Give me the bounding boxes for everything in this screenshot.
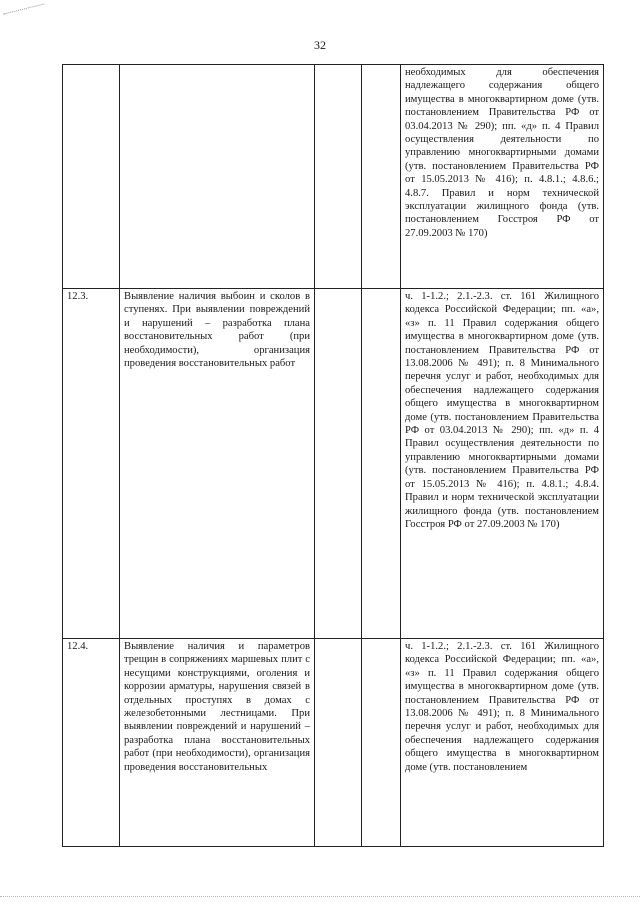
empty-cell — [362, 639, 401, 847]
work-description-cell — [120, 65, 315, 289]
table-row — [63, 65, 604, 289]
empty-cell — [315, 289, 362, 639]
table-row — [63, 289, 604, 639]
empty-cell — [362, 289, 401, 639]
row-number-cell: 12.4. — [63, 639, 120, 847]
table-row — [63, 639, 604, 847]
page-number: 32 — [314, 38, 326, 52]
empty-cell — [315, 639, 362, 847]
legal-basis-cell: необходимых для обеспечения надлежащего содержания общего имущества в многоквартирном доме (утв. постановлением Правительства РФ от 03.04.2013 № 290); пп. «д» п. 4 Правил осуществления деятельности по управлению многоквартирными домами (утв. постановлением Правительства РФ от 15.05.2013 № 416); п. 4.8.1.; 4.8.6.; 4.8.7. Правил и норм технической эксплуатации жилищного фонда (утв. постановлением Госстроя РФ от 27.09.2003 № 170) — [401, 65, 604, 289]
empty-cell — [315, 65, 362, 289]
work-description-cell: Выявление наличия выбоин и сколов в ступенях. При выявлении повреждений и нарушений – разработка плана восстановительных работ (при необходимости), организация проведения восстановительных работ — [120, 289, 315, 639]
legal-basis-cell: ч. 1-1.2.; 2.1.-2.3. ст. 161 Жилищного кодекса Российской Федерации; пп. «а», «з» п. 11 Правил содержания общего имущества в многоквартирном доме (утв. постановлением Правительства РФ от 13.08.2006 № 491); п. 8 Минимального перечня услуг и работ, необходимых для обеспечения надлежащего содержания общего имущества в многоквартирном доме (утв. постановлением Правительства РФ от 03.04.2013 № 290); пп. «д» п. 4 Правил осуществления деятельности по управлению многоквартирными домами (утв. постановлением Правительства РФ от 15.05.2013 № 416); п. 4.8.1.; 4.8.4. Правил и норм технической эксплуатации жилищного фонда (утв. постановлением Госстроя РФ от 27.09.2003 № 170) — [401, 289, 604, 639]
scan-bottom-edge — [0, 896, 640, 905]
row-number-cell — [63, 65, 120, 289]
empty-cell — [362, 65, 401, 289]
legal-basis-cell: ч. 1-1.2.; 2.1.-2.3. ст. 161 Жилищного кодекса Российской Федерации; пп. «а», «з» п. 11 Правил содержания общего имущества в многоквартирном доме (утв. постановлением Правительства РФ от 13.08.2006 № 491); п. 8 Минимального перечня услуг и работ, необходимых для обеспечения надлежащего содержания общего имущества в многоквартирном доме (утв. постановлением — [401, 639, 604, 847]
row-number-cell: 12.3. — [63, 289, 120, 639]
regulation-table — [62, 64, 604, 847]
work-description-cell: Выявление наличия и параметров трещин в сопряжениях маршевых плит с несущими конструкциями, оголения и коррозии арматуры, нарушения связей в отдельных проступях в домах с железобетонными лестницами. При выявлении повреждений и нарушений – разработка плана восстановительных работ (при необходимости), организация проведения восстановительных — [120, 639, 315, 847]
scan-fold-mark — [0, 0, 44, 15]
